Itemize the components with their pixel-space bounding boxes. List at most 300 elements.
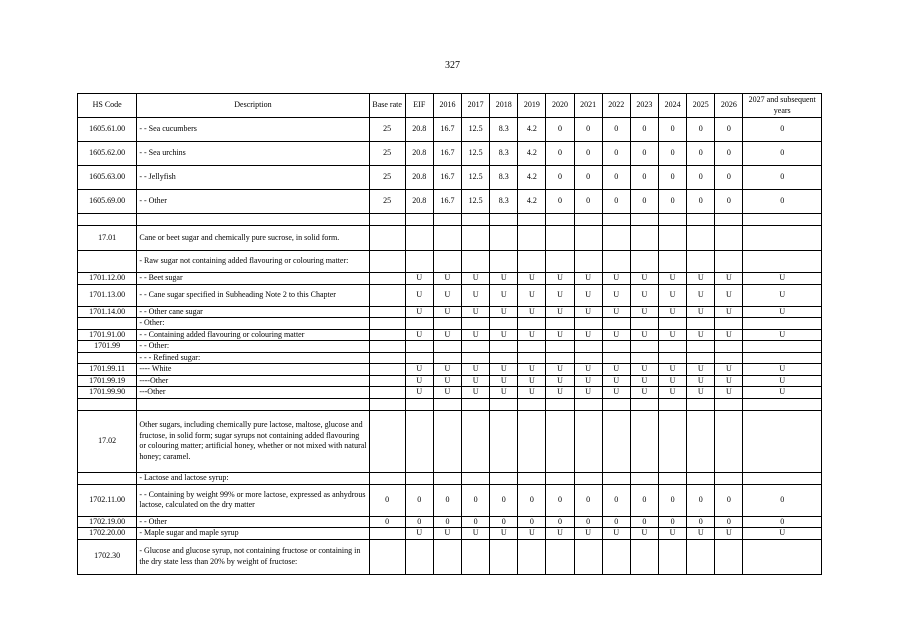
rate-cell <box>743 318 822 330</box>
rate-cell: U <box>546 387 574 399</box>
rate-cell: 0 <box>546 190 574 214</box>
rate-cell <box>490 251 518 273</box>
rate-cell <box>462 410 490 472</box>
rate-cell <box>602 251 630 273</box>
table-header-row <box>78 94 822 118</box>
column-header: 2019 <box>518 94 546 118</box>
rate-cell: 0 <box>405 516 433 528</box>
hs-code-cell: 1605.63.00 <box>78 166 137 190</box>
rate-cell: 8.3 <box>490 190 518 214</box>
column-header: 2027 and subsequent years <box>743 94 822 118</box>
rate-cell: U <box>462 364 490 376</box>
rate-cell: 12.5 <box>462 118 490 142</box>
base-rate-cell <box>369 352 405 364</box>
rate-cell: 0 <box>687 118 715 142</box>
rate-cell <box>546 226 574 251</box>
rate-cell: U <box>715 329 743 341</box>
description-cell: - Raw sugar not containing added flavouring or colouring matter: <box>137 251 369 273</box>
rate-cell: 0 <box>602 166 630 190</box>
rate-cell <box>602 318 630 330</box>
rate-cell <box>687 214 715 226</box>
rate-cell: U <box>574 364 602 376</box>
rate-cell <box>743 352 822 364</box>
rate-cell: 12.5 <box>462 190 490 214</box>
rate-cell <box>574 472 602 484</box>
table-row <box>78 118 822 142</box>
rate-cell: 0 <box>743 516 822 528</box>
hs-code-cell <box>78 318 137 330</box>
rate-cell <box>462 251 490 273</box>
rate-cell: 20.8 <box>405 142 433 166</box>
rate-cell: U <box>574 306 602 318</box>
hs-code-cell: 1701.91.00 <box>78 329 137 341</box>
rate-cell: 0 <box>630 190 658 214</box>
rate-cell: U <box>630 375 658 387</box>
rate-cell: 0 <box>574 190 602 214</box>
rate-cell <box>462 318 490 330</box>
column-header: 2016 <box>433 94 461 118</box>
rate-cell: 20.8 <box>405 118 433 142</box>
rate-cell <box>574 214 602 226</box>
rate-cell <box>462 472 490 484</box>
rate-cell <box>630 318 658 330</box>
rate-cell: U <box>743 284 822 306</box>
rate-cell: U <box>687 284 715 306</box>
rate-cell: U <box>659 273 687 285</box>
rate-cell: U <box>405 528 433 540</box>
rate-cell: 0 <box>743 118 822 142</box>
base-rate-cell <box>369 387 405 399</box>
description-cell: - - Containing by weight 99% or more lactose, expressed as anhydrous lactose, calculated on the dry matter <box>137 484 369 516</box>
rate-cell: 0 <box>602 142 630 166</box>
rate-cell: U <box>574 387 602 399</box>
rate-cell <box>433 226 461 251</box>
table-row <box>78 387 822 399</box>
hs-code-cell <box>78 472 137 484</box>
rate-cell <box>462 214 490 226</box>
hs-code-cell <box>78 251 137 273</box>
table-row <box>78 410 822 472</box>
rate-cell: U <box>433 364 461 376</box>
base-rate-cell: 0 <box>369 484 405 516</box>
rate-cell: U <box>433 329 461 341</box>
rate-cell: U <box>518 329 546 341</box>
rate-cell <box>405 472 433 484</box>
rate-cell <box>546 341 574 353</box>
hs-code-cell: 1702.20.00 <box>78 528 137 540</box>
rate-cell <box>630 539 658 574</box>
rate-cell: 4.2 <box>518 142 546 166</box>
base-rate-cell: 25 <box>369 142 405 166</box>
table-row <box>78 528 822 540</box>
base-rate-cell <box>369 539 405 574</box>
rate-cell: U <box>462 284 490 306</box>
rate-cell: U <box>602 364 630 376</box>
rate-cell: U <box>462 273 490 285</box>
base-rate-cell <box>369 472 405 484</box>
rate-cell: 0 <box>462 484 490 516</box>
rate-cell: 0 <box>630 166 658 190</box>
rate-cell: 0 <box>546 484 574 516</box>
rate-cell: 0 <box>574 516 602 528</box>
rate-cell: 0 <box>659 516 687 528</box>
rate-cell <box>518 226 546 251</box>
description-cell: ----Other <box>137 375 369 387</box>
rate-cell: U <box>630 329 658 341</box>
rate-cell <box>574 318 602 330</box>
base-rate-cell: 25 <box>369 118 405 142</box>
rate-cell <box>546 352 574 364</box>
rate-cell <box>659 472 687 484</box>
rate-cell: U <box>602 387 630 399</box>
column-header: 2026 <box>715 94 743 118</box>
base-rate-cell <box>369 251 405 273</box>
rate-cell: U <box>659 364 687 376</box>
rate-cell: 0 <box>743 190 822 214</box>
table-row <box>78 190 822 214</box>
rate-cell: U <box>518 364 546 376</box>
base-rate-cell <box>369 273 405 285</box>
rate-cell <box>433 410 461 472</box>
rate-cell <box>659 251 687 273</box>
rate-cell: 0 <box>659 142 687 166</box>
rate-cell: 0 <box>715 190 743 214</box>
hs-code-cell <box>78 352 137 364</box>
rate-cell: 8.3 <box>490 142 518 166</box>
rate-cell: U <box>518 273 546 285</box>
rate-cell: U <box>490 364 518 376</box>
rate-cell: U <box>659 387 687 399</box>
rate-cell: U <box>715 528 743 540</box>
description-cell: - Maple sugar and maple syrup <box>137 528 369 540</box>
rate-cell: 0 <box>743 166 822 190</box>
rate-cell: U <box>602 329 630 341</box>
rate-cell <box>405 539 433 574</box>
rate-cell <box>687 318 715 330</box>
rate-cell <box>715 226 743 251</box>
table-row <box>78 214 822 226</box>
rate-cell: U <box>490 375 518 387</box>
rate-cell: U <box>602 528 630 540</box>
description-cell: - - Jellyfish <box>137 166 369 190</box>
description-cell: Cane or beet sugar and chemically pure sucrose, in solid form. <box>137 226 369 251</box>
rate-cell <box>687 539 715 574</box>
rate-cell: 0 <box>687 190 715 214</box>
rate-cell <box>405 352 433 364</box>
rate-cell: U <box>518 306 546 318</box>
hs-code-cell: 1605.69.00 <box>78 190 137 214</box>
rate-cell: U <box>490 306 518 318</box>
rate-cell <box>490 472 518 484</box>
description-cell: - - Sea urchins <box>137 142 369 166</box>
base-rate-cell <box>369 226 405 251</box>
description-cell: - - Other cane sugar <box>137 306 369 318</box>
hs-code-cell: 1701.13.00 <box>78 284 137 306</box>
rate-cell <box>743 398 822 410</box>
hs-code-cell: 1701.99.19 <box>78 375 137 387</box>
rate-cell: 20.8 <box>405 166 433 190</box>
rate-cell: U <box>687 364 715 376</box>
rate-cell: U <box>546 284 574 306</box>
rate-cell <box>687 410 715 472</box>
rate-cell: U <box>630 284 658 306</box>
rate-cell <box>405 398 433 410</box>
rate-cell: U <box>546 273 574 285</box>
column-header: HS Code <box>78 94 137 118</box>
hs-code-cell: 1701.12.00 <box>78 273 137 285</box>
rate-cell <box>602 352 630 364</box>
rate-cell <box>546 318 574 330</box>
base-rate-cell <box>369 410 405 472</box>
rate-cell <box>518 539 546 574</box>
rate-cell: 0 <box>659 484 687 516</box>
column-header: EIF <box>405 94 433 118</box>
rate-cell: 4.2 <box>518 190 546 214</box>
rate-cell: 0 <box>546 118 574 142</box>
rate-cell <box>715 318 743 330</box>
rate-cell <box>433 214 461 226</box>
rate-cell <box>574 410 602 472</box>
rate-cell: U <box>659 329 687 341</box>
rate-cell: U <box>630 528 658 540</box>
rate-cell: U <box>433 284 461 306</box>
rate-cell <box>490 341 518 353</box>
rate-cell: 0 <box>715 118 743 142</box>
rate-cell: 8.3 <box>490 118 518 142</box>
hs-code-cell: 1605.61.00 <box>78 118 137 142</box>
rate-cell: 0 <box>574 118 602 142</box>
rate-cell <box>630 472 658 484</box>
rate-cell: 0 <box>433 516 461 528</box>
rate-cell: U <box>405 306 433 318</box>
rate-cell: 0 <box>659 190 687 214</box>
rate-cell: 0 <box>715 516 743 528</box>
rate-cell <box>602 398 630 410</box>
base-rate-cell <box>369 364 405 376</box>
base-rate-cell: 0 <box>369 516 405 528</box>
rate-cell: U <box>659 375 687 387</box>
rate-cell <box>687 352 715 364</box>
description-cell: - - Cane sugar specified in Subheading Note 2 to this Chapter <box>137 284 369 306</box>
rate-cell: 16.7 <box>433 190 461 214</box>
rate-cell <box>518 341 546 353</box>
rate-cell: U <box>659 528 687 540</box>
rate-cell <box>546 251 574 273</box>
rate-cell: U <box>405 375 433 387</box>
base-rate-cell <box>369 329 405 341</box>
rate-cell <box>630 341 658 353</box>
rate-cell: 0 <box>546 516 574 528</box>
hs-code-cell: 17.02 <box>78 410 137 472</box>
rate-cell <box>518 352 546 364</box>
description-cell: - - - Refined sugar: <box>137 352 369 364</box>
rate-cell: 0 <box>659 118 687 142</box>
rate-cell: U <box>602 284 630 306</box>
rate-cell: 0 <box>546 142 574 166</box>
column-header: 2020 <box>546 94 574 118</box>
rate-cell: 0 <box>574 484 602 516</box>
rate-cell <box>743 226 822 251</box>
rate-cell <box>546 472 574 484</box>
rate-cell: 12.5 <box>462 142 490 166</box>
rate-cell: U <box>518 375 546 387</box>
rate-cell <box>462 352 490 364</box>
column-header: 2017 <box>462 94 490 118</box>
rate-cell <box>490 410 518 472</box>
rate-cell: 0 <box>630 484 658 516</box>
column-header: 2023 <box>630 94 658 118</box>
rate-cell <box>659 226 687 251</box>
rate-cell <box>630 410 658 472</box>
rate-cell <box>518 472 546 484</box>
description-cell: ---Other <box>137 387 369 399</box>
rate-cell <box>715 472 743 484</box>
description-cell: - Other: <box>137 318 369 330</box>
rate-cell: U <box>715 306 743 318</box>
rate-cell: U <box>433 375 461 387</box>
rate-cell: 0 <box>462 516 490 528</box>
hs-code-cell: 1702.19.00 <box>78 516 137 528</box>
rate-cell: 0 <box>602 516 630 528</box>
rate-cell: U <box>433 528 461 540</box>
rate-cell <box>574 352 602 364</box>
rate-cell: U <box>490 528 518 540</box>
column-header: 2018 <box>490 94 518 118</box>
rate-cell <box>715 410 743 472</box>
rate-cell: 0 <box>518 484 546 516</box>
rate-cell <box>715 251 743 273</box>
rate-cell: 0 <box>659 166 687 190</box>
column-header: 2021 <box>574 94 602 118</box>
rate-cell <box>687 398 715 410</box>
rate-cell <box>574 341 602 353</box>
rate-cell <box>490 214 518 226</box>
hs-code-cell: 17.01 <box>78 226 137 251</box>
rate-cell: U <box>518 528 546 540</box>
rate-cell <box>546 539 574 574</box>
rate-cell <box>462 539 490 574</box>
column-header: 2025 <box>687 94 715 118</box>
rate-cell: 0 <box>574 166 602 190</box>
table-row <box>78 251 822 273</box>
rate-cell: 0 <box>574 142 602 166</box>
rate-cell: U <box>715 387 743 399</box>
description-cell: ---- White <box>137 364 369 376</box>
rate-cell <box>405 226 433 251</box>
rate-cell <box>518 410 546 472</box>
rate-cell: 16.7 <box>433 142 461 166</box>
rate-cell <box>715 341 743 353</box>
table-row <box>78 329 822 341</box>
base-rate-cell <box>369 375 405 387</box>
description-cell <box>137 214 369 226</box>
description-cell: - - Sea cucumbers <box>137 118 369 142</box>
hs-code-cell: 1605.62.00 <box>78 142 137 166</box>
rate-cell: U <box>715 364 743 376</box>
rate-cell: 0 <box>715 166 743 190</box>
table-row <box>78 472 822 484</box>
rate-cell <box>546 410 574 472</box>
table-row <box>78 484 822 516</box>
rate-cell <box>602 214 630 226</box>
column-header: 2024 <box>659 94 687 118</box>
rate-cell <box>433 539 461 574</box>
rate-cell <box>462 398 490 410</box>
base-rate-cell: 25 <box>369 190 405 214</box>
description-cell: - Lactose and lactose syrup: <box>137 472 369 484</box>
table-row <box>78 318 822 330</box>
rate-cell <box>659 214 687 226</box>
rate-cell: U <box>630 387 658 399</box>
table-row <box>78 284 822 306</box>
rate-cell: 16.7 <box>433 166 461 190</box>
rate-cell <box>715 352 743 364</box>
hs-code-cell: 1702.30 <box>78 539 137 574</box>
rate-cell <box>743 341 822 353</box>
rate-cell: U <box>574 528 602 540</box>
rate-cell: U <box>659 306 687 318</box>
rate-cell <box>490 539 518 574</box>
hs-code-cell: 1701.99.11 <box>78 364 137 376</box>
base-rate-cell <box>369 284 405 306</box>
rate-cell <box>433 341 461 353</box>
rate-cell: U <box>743 375 822 387</box>
description-cell: - - Containing added flavouring or colouring matter <box>137 329 369 341</box>
rate-cell <box>715 398 743 410</box>
rate-cell: 0 <box>546 166 574 190</box>
rate-cell <box>433 318 461 330</box>
rate-cell <box>659 341 687 353</box>
rate-cell <box>518 318 546 330</box>
rate-cell: 0 <box>687 142 715 166</box>
rate-cell: U <box>405 364 433 376</box>
rate-cell <box>405 410 433 472</box>
rate-cell: U <box>462 306 490 318</box>
base-rate-cell <box>369 528 405 540</box>
rate-cell <box>462 226 490 251</box>
rate-cell: U <box>546 329 574 341</box>
rate-cell: U <box>462 387 490 399</box>
rate-cell <box>490 352 518 364</box>
rate-cell: U <box>462 528 490 540</box>
column-header: Description <box>137 94 369 118</box>
rate-cell: U <box>687 329 715 341</box>
rate-cell: U <box>405 329 433 341</box>
rate-cell <box>433 398 461 410</box>
description-cell: - - Other <box>137 190 369 214</box>
rate-cell: U <box>490 273 518 285</box>
rate-cell: U <box>490 284 518 306</box>
rate-cell <box>659 318 687 330</box>
table-row <box>78 398 822 410</box>
rate-cell: 0 <box>743 142 822 166</box>
rate-cell <box>602 226 630 251</box>
rate-cell: U <box>630 306 658 318</box>
rate-cell: 0 <box>602 484 630 516</box>
rate-cell: U <box>546 306 574 318</box>
rate-cell: U <box>743 364 822 376</box>
rate-cell <box>659 410 687 472</box>
table-row <box>78 306 822 318</box>
rate-cell <box>490 398 518 410</box>
rate-cell <box>715 214 743 226</box>
rate-cell: U <box>546 364 574 376</box>
rate-cell: 0 <box>630 118 658 142</box>
rate-cell: 0 <box>518 516 546 528</box>
rate-cell: U <box>490 329 518 341</box>
rate-cell <box>490 226 518 251</box>
rate-cell: U <box>518 387 546 399</box>
